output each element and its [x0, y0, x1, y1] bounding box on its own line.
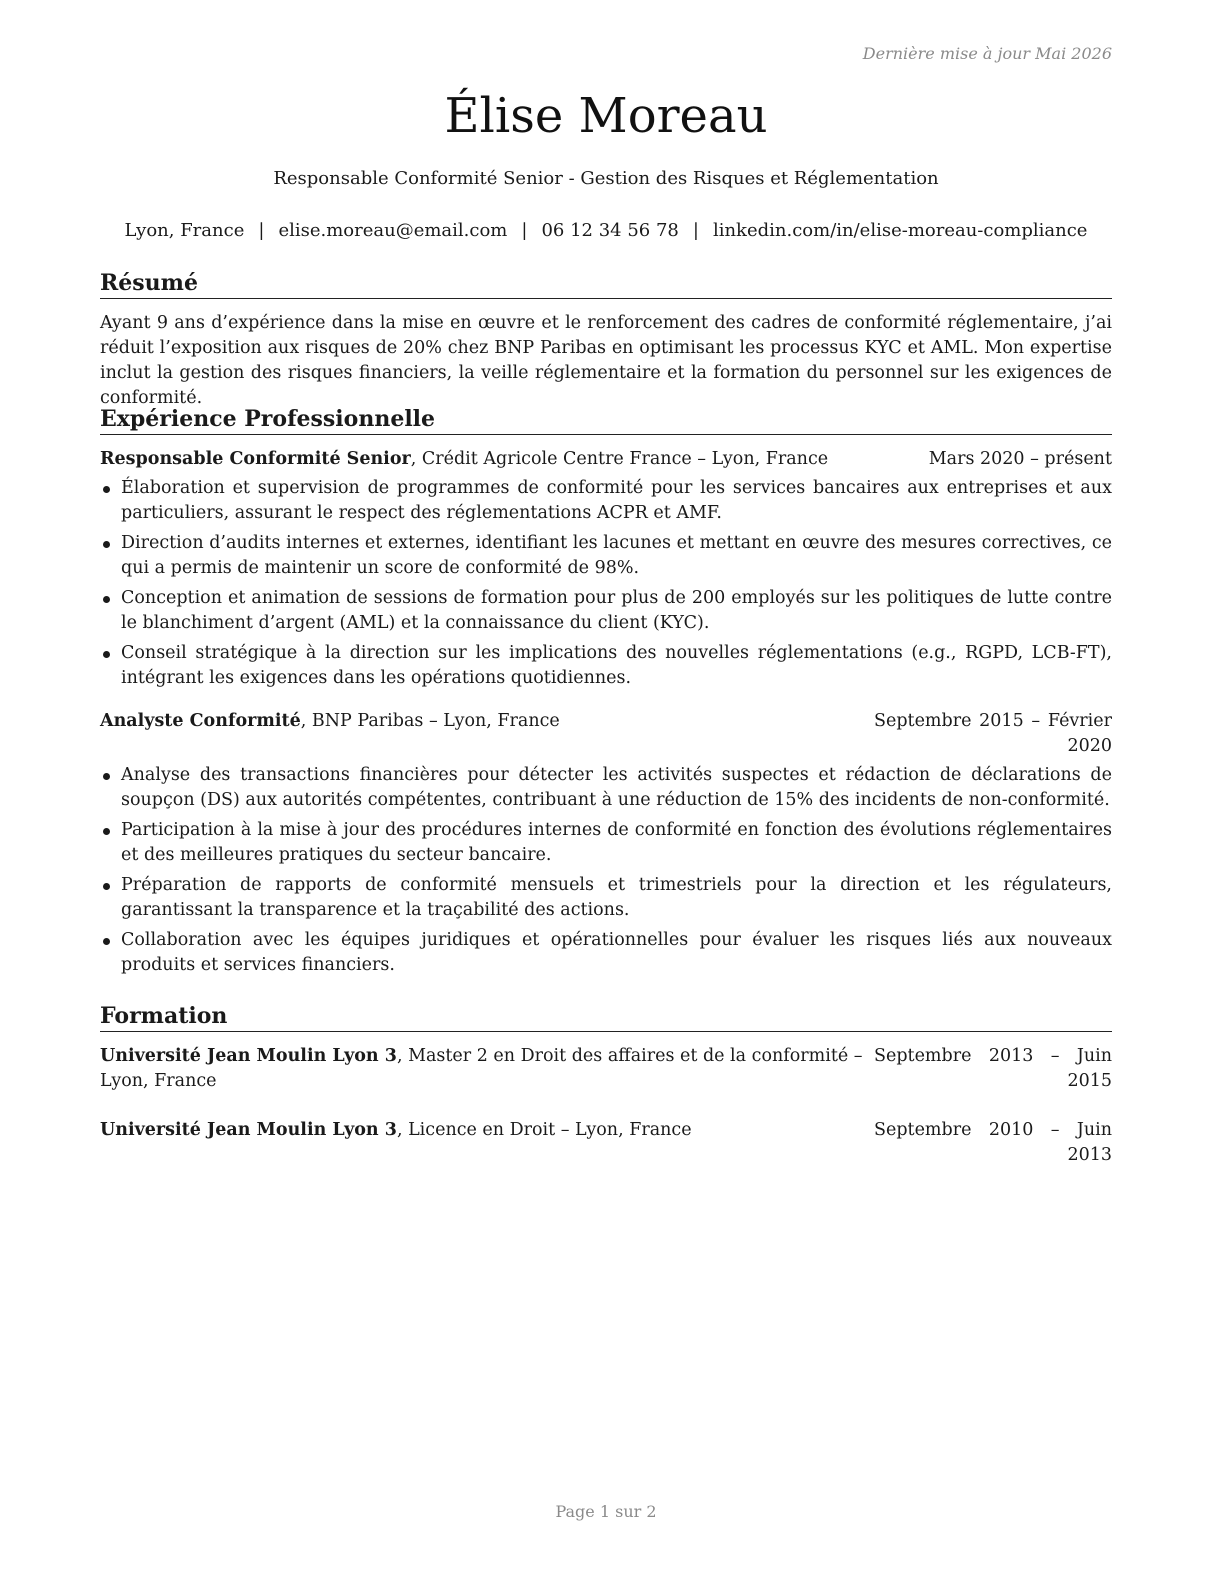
bullet-text: Préparation de rapports de conformité mensuels et trimestriels pour la direction et les régulateurs, garantissant la transparence et la traçabilité des actions.: [121, 875, 1112, 920]
job-date: Mars 2020 – présent: [928, 449, 1112, 469]
bullet-item: [100, 586, 1112, 636]
contact-email[interactable]: elise.moreau@email.com: [278, 220, 508, 241]
job-org: , Crédit Agricole Centre France – Lyon, France: [410, 449, 829, 469]
bullet-text: Conception et animation de sessions de formation pour plus de 200 employés sur les politiques de lutte contre le blanchiment d’argent (AML) et la connaissance du client (KYC).: [121, 588, 1112, 633]
headline: Responsable Conformité Senior - Gestion des Risques et Réglementation: [273, 168, 939, 189]
section-title-summary: Résumé: [100, 269, 1112, 299]
education-header: [100, 1118, 1112, 1168]
contact-line: [100, 218, 1112, 244]
bullet-icon: [103, 486, 110, 493]
education-title-line: [100, 1118, 874, 1143]
education-school: Université Jean Moulin Lyon 3: [100, 1120, 397, 1140]
job-entry: [100, 709, 1112, 978]
education-section: [100, 1002, 1112, 1168]
education-entry: [100, 1044, 1112, 1094]
bullet-item: [100, 641, 1112, 691]
contact-separator: |: [521, 220, 528, 241]
summary-section: [100, 269, 1112, 411]
bullet-icon: [103, 651, 110, 658]
job-header: [100, 447, 1112, 472]
bullet-item: [100, 873, 1112, 923]
bullet-item: [100, 476, 1112, 526]
education-entry: [100, 1118, 1112, 1168]
contact-separator: |: [692, 220, 699, 241]
section-title-experience: Expérience Professionnelle: [100, 405, 1112, 435]
bullet-text: Élaboration et supervision de programmes de conformité pour les services bancaires aux entreprises et aux particuliers, assurant le respect des réglementations ACPR et AMF.: [121, 478, 1112, 523]
bullet-item: [100, 531, 1112, 581]
job-bullets: [100, 763, 1112, 978]
job-org: , BNP Paribas – Lyon, France: [300, 711, 560, 731]
job-role: Analyste Conformité: [100, 711, 301, 731]
bullet-text: Collaboration avec les équipes juridiques et opérationnelles pour évaluer les risques liés aux nouveaux produits et services financiers.: [121, 930, 1112, 975]
bullet-icon: [103, 938, 110, 945]
summary-text: Ayant 9 ans d’expérience dans la mise en œuvre et le renforcement des cadres de conformité réglementaire, j’ai réduit l’exposition aux risques de 20% chez BNP Paribas en optimisant les processus KYC et AML. Mon expertise inclut la gestion des risques financiers, la veille réglementaire et la formation du personnel sur les exigences de conformité.: [100, 313, 1112, 408]
bullet-item: [100, 928, 1112, 978]
job-title-line: [100, 447, 929, 472]
contact-linkedin[interactable]: linkedin.com/in/elise-moreau-compliance: [712, 220, 1088, 241]
bullet-text: Conseil stratégique à la direction sur les implications des nouvelles réglementations (e.g., RGPD, LCB-FT), intégrant les exigences dans les opérations quotidiennes.: [121, 643, 1112, 688]
job-bullets: [100, 476, 1112, 691]
job-date: Septembre 2015 – Février 2020: [874, 711, 1112, 756]
education-date: Septembre 2013 – Juin 2015: [874, 1046, 1112, 1091]
bullet-text: Direction d’audits internes et externes, identifiant les lacunes et mettant en œuvre des mesures correctives, ce qui a permis de maintenir un score de conformité de 98%.: [121, 533, 1112, 578]
experience-section: [100, 405, 1112, 983]
section-title-education: Formation: [100, 1002, 1112, 1032]
education-title-line: [100, 1044, 874, 1094]
education-header: [100, 1044, 1112, 1094]
job-role: Responsable Conformité Senior: [100, 449, 411, 469]
resume-page: [100, 0, 1112, 1584]
bullet-item: [100, 763, 1112, 813]
bullet-icon: [103, 541, 110, 548]
bullet-text: Analyse des transactions financières pour détecter les activités suspectes et rédaction de déclarations de soupçon (DS) aux autorités compétentes, contribuant à une réduction de 15% des incidents de non-conformité.: [121, 765, 1112, 810]
education-detail: , Licence en Droit – Lyon, France: [396, 1120, 692, 1140]
bullet-icon: [103, 773, 110, 780]
job-title-line: [100, 709, 874, 734]
bullet-icon: [103, 596, 110, 603]
bullet-item: [100, 818, 1112, 868]
contact-separator: |: [258, 220, 265, 241]
bullet-text: Participation à la mise à jour des procédures internes de conformité en fonction des évolutions réglementaires et des meilleures pratiques du secteur bancaire.: [121, 820, 1112, 865]
bullet-icon: [103, 828, 110, 835]
job-header: [100, 709, 1112, 759]
contact-location: Lyon, France: [124, 220, 245, 241]
candidate-name: Élise Moreau: [444, 88, 768, 144]
job-entry: [100, 447, 1112, 691]
education-school: Université Jean Moulin Lyon 3: [100, 1046, 397, 1066]
education-date: Septembre 2010 – Juin 2013: [874, 1120, 1112, 1165]
last-updated: Dernière mise à jour Mai 2026: [862, 44, 1112, 63]
page-number: Page 1 sur 2: [555, 1502, 657, 1521]
education-detail: , Master 2 en Droit des affaires et de la conformité – Lyon, France: [100, 1046, 863, 1091]
contact-phone: 06 12 34 56 78: [541, 220, 679, 241]
bullet-icon: [103, 883, 110, 890]
